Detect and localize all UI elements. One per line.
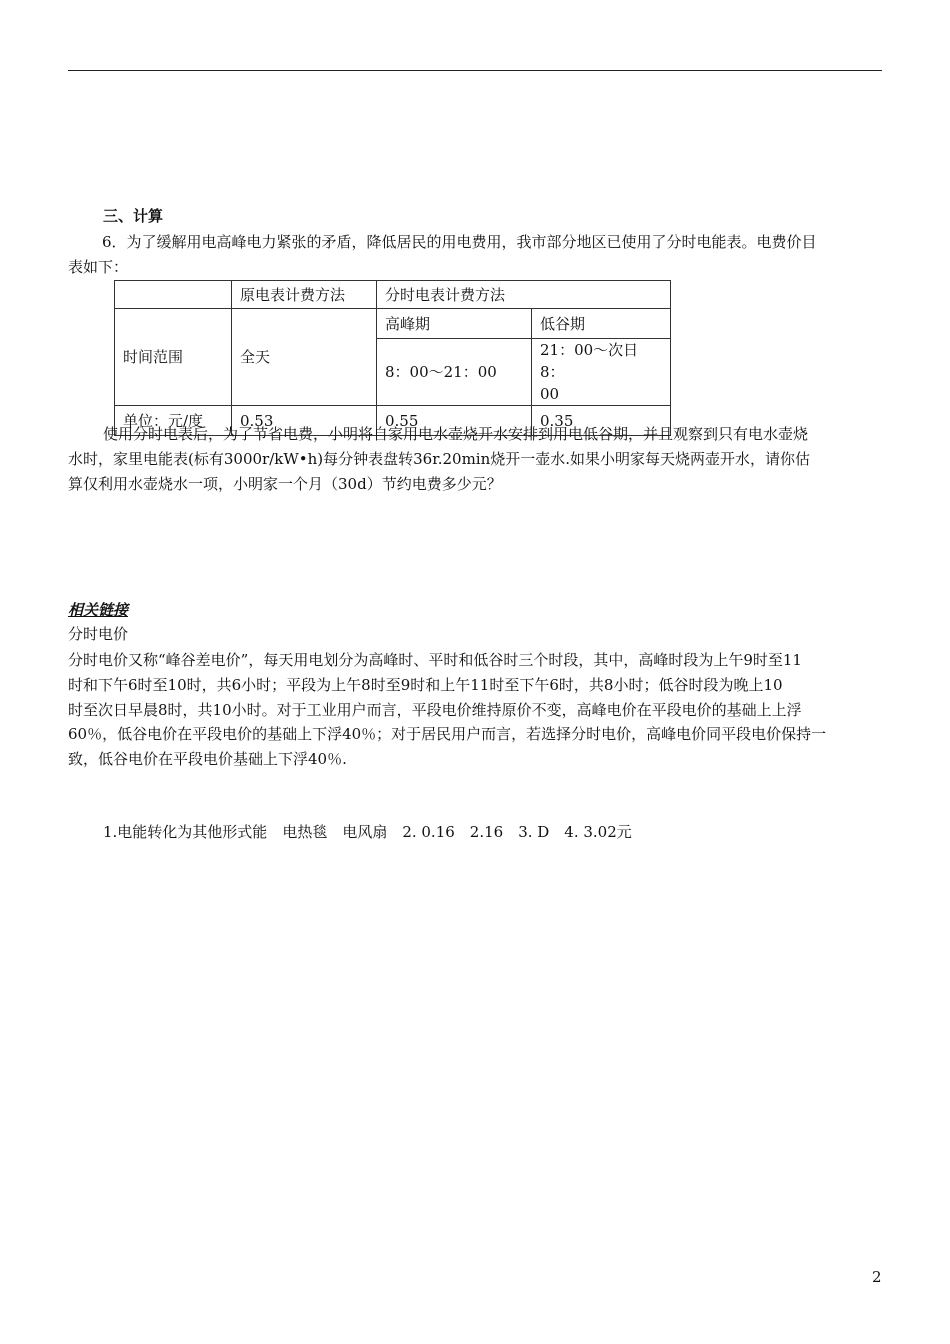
section-title: 三、计算 <box>103 207 164 225</box>
table-cell-empty <box>115 281 232 309</box>
table-cell-price-valley: 0.35 <box>532 406 671 436</box>
table-row-label-time: 时间范围 <box>115 309 232 406</box>
related-line-5: 致，低谷电价在平段电价基础上下浮40％. <box>68 750 347 768</box>
answer-key: 1.电能转化为其他形式能 电热毯 电风扇 2. 0.16 2.16 3. D 4. 3.02元 <box>103 823 632 841</box>
header-rule <box>68 70 882 71</box>
table-header-valley: 低谷期 <box>532 309 671 339</box>
table-row <box>115 281 671 309</box>
valley-time-line-1: 21：00～次日8： <box>540 341 639 381</box>
question-body-line-1: 使用分时电表后，为了节省电费，小明将自家用电水壶烧开水安排到用电低谷期，并且观察到只有电水壶烧 <box>103 425 809 443</box>
question-body-line-3: 算仅利用水壶烧水一项，小明家一个月（30d）节约电费多少元？ <box>68 475 502 493</box>
page-number: 2 <box>872 1268 882 1286</box>
related-line-1: 分时电价又称“峰谷差电价”，每天用电划分为高峰时、平时和低谷时三个时段，其中，高峰时段为上午9时至11 <box>68 651 802 669</box>
question-intro-line-1: 6．为了缓解用电高峰电力紧张的矛盾，降低居民的用电费用，我市部分地区已使用了分时电能表。电费价目 <box>102 233 817 251</box>
price-table <box>114 280 671 436</box>
related-line-2: 时和下午6时至10时，共6小时；平段为上午8时至9时和上午11时至下午6时，共8小时；低谷时段为晚上10 <box>68 676 783 694</box>
table-header-tou: 分时电表计费方法 <box>377 281 671 309</box>
related-line-3: 时至次日早晨8时，共10小时。对于工业用户而言，平段电价维持原价不变，高峰电价在平段电价的基础上上浮 <box>68 701 802 719</box>
table-row <box>115 309 671 339</box>
table-cell-price-original: 0.53 <box>232 406 377 436</box>
table-cell-all-day: 全天 <box>232 309 377 406</box>
table-cell-peak-time: 8：00～21：00 <box>377 339 532 406</box>
table-cell-valley-time <box>532 339 671 406</box>
table-cell-price-peak: 0.55 <box>377 406 532 436</box>
question-body-line-2: 水时，家里电能表(标有3000r/kW•h)每分钟表盘转36r.20min烧开一壶水.如果小明家每天烧两壶开水，请你估 <box>68 450 811 468</box>
table-row-label-price: 单位：元/度 <box>115 406 232 436</box>
table-header-peak: 高峰期 <box>377 309 532 339</box>
related-line-4: 60％，低谷电价在平段电价的基础上下浮40％；对于居民用户而言，若选择分时电价，高峰电价同平段电价保持一 <box>68 725 827 743</box>
table-header-original: 原电表计费方法 <box>232 281 377 309</box>
question-intro-line-2: 表如下： <box>68 258 129 276</box>
related-heading: 相关链接 <box>68 601 129 619</box>
related-subtitle: 分时电价 <box>68 625 129 643</box>
valley-time-line-2: 00 <box>540 385 560 403</box>
